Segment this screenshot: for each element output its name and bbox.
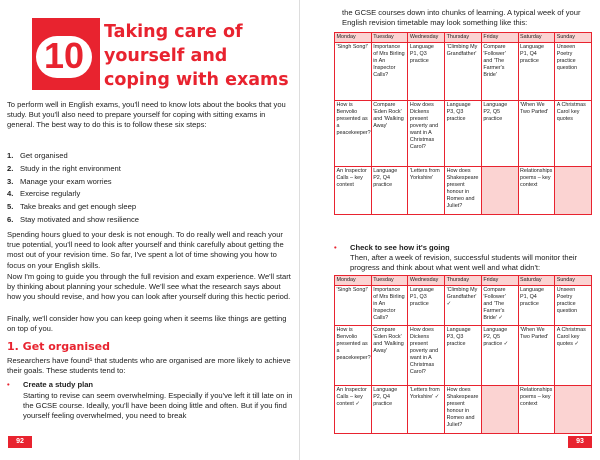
day-header: Thursday (445, 33, 482, 43)
day-header: Friday (481, 276, 518, 286)
table-cell: Compare 'Eden Rock' and 'Walking Away' (371, 101, 408, 167)
table-cell: An Inspector Calls – key context ✓ (335, 386, 372, 434)
timetable-progress-check (334, 275, 592, 434)
section-heading: 1. Get organised (7, 340, 111, 353)
table-cell: 'Letters from Yorkshire' (408, 167, 445, 215)
step-item: 4. Exercise regularly (7, 189, 81, 199)
step-item: 3. Manage your exam worries (7, 176, 112, 186)
paragraph-2: Now I'm going to guide you through the full revision and exam experience. We'll start by thinking about planning your schedule. We'll see what the research says about how you should revise, and how you can look after yourself during this hectic period. (7, 272, 291, 302)
table-cell: 'Climbing My Grandfather' (445, 43, 482, 101)
table-cell: 'Singh Song!' (335, 286, 372, 326)
table-row (335, 101, 592, 167)
table-cell: Importance of Mrs Birling in An Inspector Calls? (371, 286, 408, 326)
table-cell: Relationships poems – key context (518, 167, 555, 215)
table-cell: Importance of Mrs Birling in An Inspector Calls? (371, 43, 408, 101)
day-header: Monday (335, 276, 372, 286)
table-row (335, 286, 592, 326)
table-cell (555, 386, 592, 434)
page-number: 92 (8, 436, 32, 448)
timetable-header-row (335, 33, 592, 43)
bullet-heading: • Check to see how it's going (334, 243, 450, 252)
bullet-icon: • (7, 380, 10, 389)
step-item: 6. Stay motivated and show resilience (7, 214, 140, 224)
table-cell: A Christmas Carol key quotes (555, 101, 592, 167)
step-item: 2. Study in the right environment (7, 163, 121, 173)
table-cell: 'Letters from Yorkshire' ✓ (408, 386, 445, 434)
intro-paragraph: To perform well in English exams, you'll need to know lots about the books that you study. But you'll also need to prepare yourself for coping with sitting exams in general. The best way to do this is to follow these six steps: (7, 100, 286, 130)
table-cell: A Christmas Carol key quotes ✓ (555, 326, 592, 386)
table-cell (555, 167, 592, 215)
bullet-text: Starting to revise can seem overwhelming. Especially if you've left it till late on in the GCSE course. Ideally, you'll have been doing little and often. But if you find yourself feeling overwhelmed, you need to break (23, 391, 293, 421)
day-header: Wednesday (408, 33, 445, 43)
table-cell (481, 167, 518, 215)
page-number: 93 (568, 436, 592, 448)
timetable-week-plan (334, 32, 592, 215)
table-cell: Language P2, Q4 practice (371, 167, 408, 215)
right-page (300, 0, 600, 460)
table-row (335, 386, 592, 434)
table-cell: Compare 'Follower' and 'The Farmer's Bride' ✓ (481, 286, 518, 326)
table-cell: Language P3, Q3 practice (445, 326, 482, 386)
table-cell: Language P1, Q3 practice (408, 43, 445, 101)
day-header: Friday (481, 33, 518, 43)
table-cell: How does Shakespeare present honour in Romeo and Juliet? (445, 386, 482, 434)
table-cell: Unseen Poetry practice question (555, 43, 592, 101)
table-cell (481, 386, 518, 434)
table-cell: Language P2, Q5 practice ✓ (481, 326, 518, 386)
chapter-header (32, 18, 292, 90)
day-header: Thursday (445, 276, 482, 286)
table-cell: How does Dickens present poverty and want in A Christmas Carol? (408, 101, 445, 167)
bullet-heading: • Create a study plan (7, 380, 94, 389)
table-cell: 'When We Two Parted' (518, 101, 555, 167)
steps-list (7, 150, 293, 227)
chapter-title: Taking care of yourself and coping with exams (104, 22, 289, 90)
table-cell: How is Benvolio presented as a peacekeeper? (335, 101, 372, 167)
day-header: Tuesday (371, 276, 408, 286)
bullet-text: Then, after a week of revision, successful students will monitor their progress and think about what went well and what didn't: (350, 253, 578, 273)
table-cell: Language P1, Q4 practice (518, 43, 555, 101)
table-cell: 'Climbing My Grandfather' ✓ (445, 286, 482, 326)
table-cell: Language P3, Q3 practice (445, 101, 482, 167)
day-header: Saturday (518, 276, 555, 286)
table-row (335, 326, 592, 386)
day-header: Wednesday (408, 276, 445, 286)
table-cell: Unseen Poetry practice question (555, 286, 592, 326)
step-item: 5. Take breaks and get enough sleep (7, 202, 137, 212)
table-cell: How does Dickens present poverty and want in A Christmas Carol? (408, 326, 445, 386)
table-row (335, 167, 592, 215)
table-cell: Language P2, Q4 practice (371, 386, 408, 434)
chapter-number-badge (32, 18, 100, 90)
paragraph-1: Spending hours glued to your desk is not enough. To do really well and reach your true potential, you'll need to look after yourself and think carefully about getting the most out of your revision time. So far, I've spent a lot of time showing you how to focus on your English skills. (7, 230, 284, 270)
table-cell: Language P1, Q4 practice (518, 286, 555, 326)
table-cell: Relationships poems – key context (518, 386, 555, 434)
table-cell: Language P1, Q3 practice (408, 286, 445, 326)
table-cell: Compare 'Eden Rock' and 'Walking Away' (371, 326, 408, 386)
bullet-icon: • (334, 243, 337, 252)
table-cell: How is Benvolio presented as a peacekeeper? (335, 326, 372, 386)
timetable-header-row (335, 276, 592, 286)
day-header: Sunday (555, 33, 592, 43)
table-cell: How does Shakespeare present honour in Romeo and Juliet? (445, 167, 482, 215)
table-cell: 'Singh Song!' (335, 43, 372, 101)
day-header: Monday (335, 33, 372, 43)
table-cell: An Inspector Calls – key context (335, 167, 372, 215)
section-intro: Researchers have found¹ that students who are organised are more likely to achieve their goals. These students tend to: (7, 356, 291, 376)
day-header: Saturday (518, 33, 555, 43)
day-header: Sunday (555, 276, 592, 286)
day-header: Tuesday (371, 33, 408, 43)
paragraph-3: Finally, we'll consider how you can keep going when it seems like things are getting on top of you. (7, 314, 287, 334)
table-cell: 'When We Two Parted' (518, 326, 555, 386)
intro-text: the GCSE courses down into chunks of learning. A typical week of your English revision timetable may look something like this: (342, 8, 581, 28)
table-cell: Compare 'Follower' and 'The Farmer's Bride' (481, 43, 518, 101)
table-row (335, 43, 592, 101)
chapter-number: 10 (43, 35, 85, 76)
step-item: 1. Get organised (7, 151, 68, 160)
table-cell: Language P2, Q5 practice (481, 101, 518, 167)
